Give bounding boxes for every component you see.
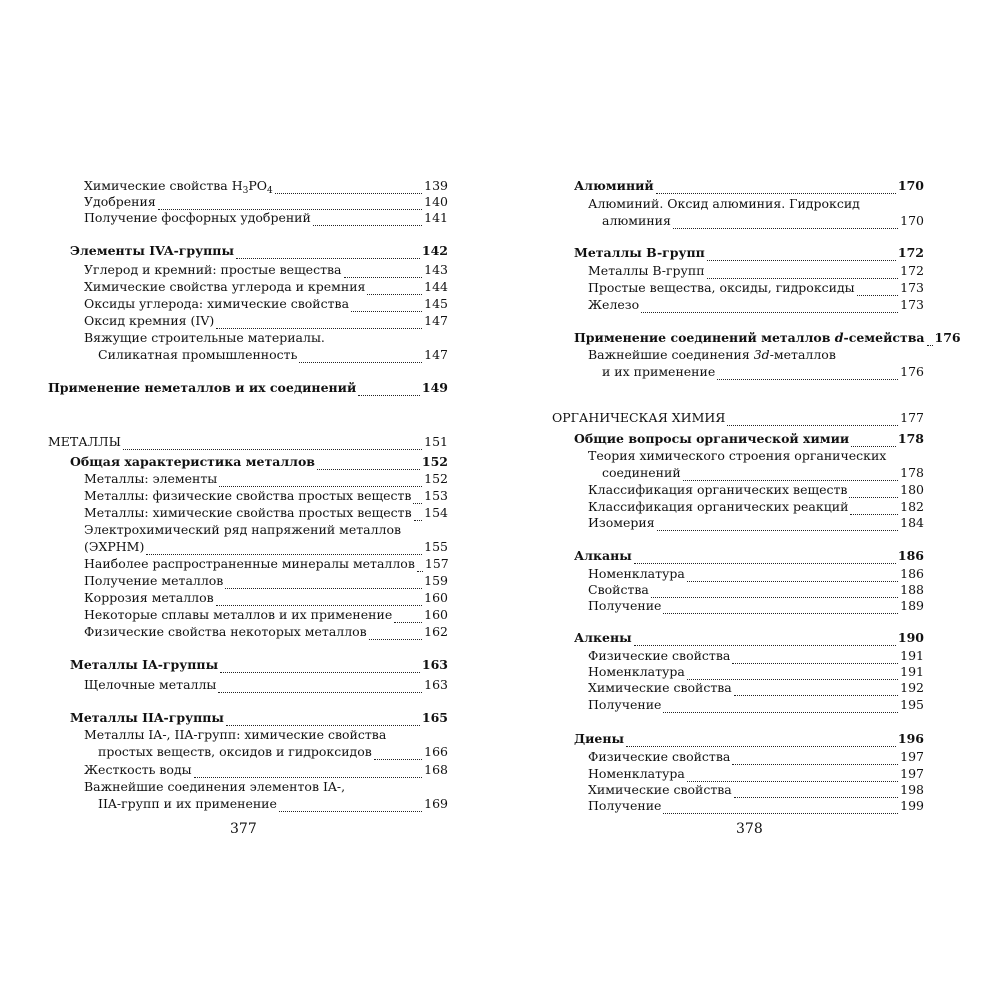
toc-page-number: 144 xyxy=(424,279,448,294)
toc-page-number: 162 xyxy=(424,624,448,639)
toc-entry-al[interactable] xyxy=(552,213,924,229)
dot-leader xyxy=(683,468,898,481)
dot-leader xyxy=(358,383,420,396)
dot-leader xyxy=(317,457,420,470)
dot-leader xyxy=(219,474,422,487)
toc-entry-title: Общие вопросы органической химии xyxy=(574,431,850,446)
toc-page-number: 165 xyxy=(421,710,448,725)
toc-page-number: 190 xyxy=(897,630,924,645)
toc-entry-title: Классификация органических веществ xyxy=(588,482,848,497)
dot-leader xyxy=(158,197,422,210)
toc-page-number: 168 xyxy=(424,762,448,777)
toc-entry-title: Изомерия xyxy=(588,515,655,530)
toc-chapter-organic[interactable] xyxy=(552,410,924,426)
toc-page-number: 184 xyxy=(900,515,924,530)
toc-entry-ia-iia-chem-line1: Металлы IA-, IIA-групп: химические свойства xyxy=(84,727,387,742)
dot-leader xyxy=(849,485,898,498)
toc-entry-silicon-oxide[interactable] xyxy=(48,313,448,329)
toc-page-number: 141 xyxy=(424,210,448,225)
toc-entry-dienes-phys[interactable] xyxy=(552,749,924,765)
dot-leader xyxy=(226,713,420,726)
toc-entry-title: Металлы: физические свойства простых веществ xyxy=(84,488,412,503)
toc-entry-title: Некоторые сплавы металлов и их применение xyxy=(84,607,393,622)
toc-entry-ia-compounds[interactable] xyxy=(48,796,448,812)
toc-page-number: 176 xyxy=(934,330,961,345)
toc-page-number: 159 xyxy=(424,573,448,588)
toc-entry-title: Номенклатура xyxy=(588,566,685,581)
toc-entry-title: Алкены xyxy=(574,630,632,645)
toc-entry-metals-production[interactable] xyxy=(48,573,448,589)
toc-entry-title: Химические свойства xyxy=(588,782,732,797)
toc-entry-binders-line1: Вяжущие строительные материалы. xyxy=(84,330,325,345)
toc-entry-title: Элементы IVA-группы xyxy=(70,243,234,258)
dot-leader xyxy=(851,434,896,447)
toc-entry-title: Металлы IA-группы xyxy=(70,657,219,672)
toc-section-organic-general[interactable] xyxy=(552,431,924,447)
toc-entry-title: Применение соединений металлов d-семейства xyxy=(574,330,925,345)
dot-leader xyxy=(218,680,422,693)
dot-leader xyxy=(369,627,422,640)
toc-page-number: 139 xyxy=(424,178,448,193)
dot-leader xyxy=(651,585,898,598)
dot-leader xyxy=(732,651,898,664)
toc-entry-class-reactions[interactable] xyxy=(552,499,924,515)
toc-page-number: 178 xyxy=(900,465,924,480)
toc-entry-title: Удобрения xyxy=(84,194,156,209)
toc-entry-alkanes-nomen[interactable] xyxy=(552,566,924,582)
toc-page-number: 163 xyxy=(424,677,448,692)
dot-leader xyxy=(634,551,896,564)
toc-entry-title: Углерод и кремний: простые вещества xyxy=(84,262,342,277)
toc-page-number: 170 xyxy=(897,178,924,193)
toc-page-number: 154 xyxy=(424,505,448,520)
toc-page-number: 143 xyxy=(424,262,448,277)
dot-leader xyxy=(216,593,422,606)
toc-entry-dienes-prod[interactable] xyxy=(552,798,924,814)
toc-entry-d3-line1: Важнейшие соединения 3d-металлов xyxy=(588,347,836,362)
toc-entry-title: Получение xyxy=(588,697,662,712)
toc-page-number: 142 xyxy=(421,243,448,258)
toc-page-number: 147 xyxy=(424,347,448,362)
dot-leader xyxy=(707,248,896,261)
toc-entry-title: Физические свойства xyxy=(588,749,731,764)
toc-entry-alkenes-prod[interactable] xyxy=(552,697,924,713)
toc-page-number: 197 xyxy=(900,766,924,781)
toc-page-number: 145 xyxy=(424,296,448,311)
toc-entry-dienes-nomen[interactable] xyxy=(552,766,924,782)
toc-entry-title: простых веществ, оксидов и гидроксидов xyxy=(98,744,372,759)
toc-entry-title: Щелочные металлы xyxy=(84,677,217,692)
toc-entry-b-metals-sub[interactable] xyxy=(552,263,924,279)
toc-page-number: 199 xyxy=(900,798,924,813)
toc-entry-title: Химические свойства $H_3PO_4$ xyxy=(84,178,273,196)
dot-leader xyxy=(717,367,898,380)
toc-page-number: 160 xyxy=(424,590,448,605)
toc-page-number: 157 xyxy=(424,556,449,571)
toc-page-number: 170 xyxy=(900,213,924,228)
page-number-right: 378 xyxy=(736,821,763,837)
toc-page-number: 191 xyxy=(900,648,924,663)
toc-entry-title: и их применение xyxy=(602,364,716,379)
dot-leader xyxy=(687,667,898,680)
toc-entry-theory-line1: Теория химического строения органических xyxy=(588,448,887,463)
dot-leader xyxy=(351,299,422,312)
toc-page-number: 192 xyxy=(900,680,924,695)
toc-entry-title: Получение xyxy=(588,598,662,613)
toc-page-number: 195 xyxy=(900,697,924,712)
toc-section-dienes[interactable] xyxy=(552,731,924,747)
dot-leader xyxy=(413,491,422,504)
toc-entry-metals-chemical[interactable] xyxy=(48,505,448,521)
toc-entry-ia-compounds-line1: Важнейшие соединения элементов IA-, xyxy=(84,779,346,794)
dot-leader xyxy=(687,569,898,582)
toc-page-number: 169 xyxy=(424,796,448,811)
toc-entry-title: Номенклатура xyxy=(588,664,685,679)
toc-section-group-iia[interactable] xyxy=(48,710,448,726)
dot-leader xyxy=(146,542,422,555)
toc-page-number: 173 xyxy=(900,297,924,312)
toc-entry-dienes-chem[interactable] xyxy=(552,782,924,798)
dot-leader xyxy=(656,181,896,194)
toc-entry-simple-substances[interactable] xyxy=(552,280,924,296)
toc-entry-title: Получение xyxy=(588,798,662,813)
dot-leader xyxy=(663,801,898,814)
toc-page-number: 191 xyxy=(900,664,924,679)
toc-entry-title: Оксид кремния (IV) xyxy=(84,313,215,328)
toc-entry-theory[interactable] xyxy=(552,465,924,481)
toc-page-number: 155 xyxy=(424,539,448,554)
dot-leader xyxy=(727,413,898,426)
toc-section-alkenes[interactable] xyxy=(552,630,924,646)
toc-entry-title: Металлы IIA-группы xyxy=(70,710,224,725)
toc-section-group-ia[interactable] xyxy=(48,657,448,673)
toc-entry-title: Общая характеристика металлов xyxy=(70,454,315,469)
page-number-left: 377 xyxy=(230,821,257,837)
toc-page-number: 176 xyxy=(900,364,924,379)
toc-entry-carbon-silicon[interactable] xyxy=(48,262,448,278)
toc-entry-title: Наиболее распространенные минералы металлов xyxy=(84,556,415,571)
toc-entry-title: Применение неметаллов и их соединений xyxy=(48,380,357,395)
toc-page-number: 140 xyxy=(424,194,448,209)
toc-section-nonmetals-application[interactable] xyxy=(48,380,448,396)
toc-entry-isomerism[interactable] xyxy=(552,515,924,531)
toc-entry-metals-elements[interactable] xyxy=(48,471,448,487)
toc-entry-al-line1: Алюминий. Оксид алюминия. Гидроксид xyxy=(588,196,860,211)
toc-entry-alkanes-props[interactable] xyxy=(552,582,924,598)
dot-leader xyxy=(220,660,420,673)
toc-page-number: 186 xyxy=(897,548,924,563)
toc-entry-carbon-silicon-chem[interactable] xyxy=(48,279,448,295)
toc-chapter-metals[interactable] xyxy=(48,434,448,450)
toc-entry-title: Силикатная промышленность xyxy=(98,347,298,362)
dot-leader xyxy=(663,700,898,713)
toc-section-d-apps[interactable] xyxy=(552,330,961,346)
toc-entry-class-substances[interactable] xyxy=(552,482,924,498)
toc-entry-title: Химические свойства углерода и кремния xyxy=(84,279,366,294)
toc-page-number: 182 xyxy=(900,499,924,514)
toc-entry-title: Получение фосфорных удобрений xyxy=(84,210,311,225)
toc-page-number: 149 xyxy=(421,380,448,395)
dot-leader xyxy=(626,734,896,747)
toc-page-number: 177 xyxy=(900,410,924,425)
toc-entry-title: Металлы B-групп xyxy=(588,263,705,278)
toc-entry-title: Физические свойства xyxy=(588,648,731,663)
toc-entry-metals-physical[interactable] xyxy=(48,488,448,504)
toc-page-number: 172 xyxy=(900,263,924,278)
toc-page-number: 152 xyxy=(421,454,448,469)
toc-entry-alkali[interactable] xyxy=(48,677,448,693)
toc-entry-title: (ЭХРНМ) xyxy=(84,539,145,554)
toc-entry-title: Химические свойства xyxy=(588,680,732,695)
toc-section-aluminium[interactable] xyxy=(552,178,924,194)
toc-page-number: 197 xyxy=(900,749,924,764)
dot-leader xyxy=(367,282,422,295)
toc-page-number: 186 xyxy=(900,566,924,581)
toc-entry-title: Физические свойства некоторых металлов xyxy=(84,624,367,639)
toc-entry-title: Алканы xyxy=(574,548,632,563)
toc-entry-title: алюминия xyxy=(602,213,671,228)
toc-entry-title: соединений xyxy=(602,465,681,480)
dot-leader xyxy=(313,213,422,226)
dot-leader xyxy=(236,246,420,259)
toc-entry-alkenes-chem[interactable] xyxy=(552,680,924,696)
toc-entry-fertilizers[interactable] xyxy=(48,194,448,210)
toc-entry-carbon-oxides[interactable] xyxy=(48,296,448,312)
toc-page-number: 153 xyxy=(424,488,448,503)
toc-entry-title: Простые вещества, оксиды, гидроксиды xyxy=(588,280,855,295)
dot-leader xyxy=(857,283,899,296)
dot-leader xyxy=(225,576,422,589)
toc-page-number: 196 xyxy=(897,731,924,746)
toc-entry-minerals[interactable] xyxy=(48,556,448,572)
toc-page-number: 178 xyxy=(897,431,924,446)
toc-page-number: 188 xyxy=(900,582,924,597)
dot-leader xyxy=(279,799,422,812)
dot-leader xyxy=(687,769,898,782)
toc-page-number: 163 xyxy=(421,657,448,672)
toc-entry-title: Коррозия металлов xyxy=(84,590,214,605)
toc-entry-title: Металлы: элементы xyxy=(84,471,218,486)
dot-leader xyxy=(657,518,899,531)
toc-entry-iron[interactable] xyxy=(552,297,924,313)
toc-entry-title: Металлы: химические свойства простых веществ xyxy=(84,505,412,520)
toc-entry-title: Диены xyxy=(574,731,625,746)
dot-leader xyxy=(123,437,422,450)
toc-page-number: 173 xyxy=(900,280,924,295)
dot-leader xyxy=(734,683,898,696)
toc-entry-water-hardness[interactable] xyxy=(48,762,448,778)
dot-leader xyxy=(394,610,422,623)
dot-leader xyxy=(417,559,423,572)
toc-page-number: 147 xyxy=(424,313,448,328)
toc-entry-title: ОРГАНИЧЕСКАЯ ХИМИЯ xyxy=(552,410,726,425)
dot-leader xyxy=(344,265,423,278)
toc-entry-alkenes-nomen[interactable] xyxy=(552,664,924,680)
dot-leader xyxy=(216,316,422,329)
toc-entry-alloys[interactable] xyxy=(48,607,448,623)
dot-leader xyxy=(663,601,898,614)
toc-entry-corrosion[interactable] xyxy=(48,590,448,606)
toc-entry-ia-iia-chem[interactable] xyxy=(48,744,448,760)
toc-section-alkanes[interactable] xyxy=(552,548,924,564)
toc-entry-title: Металлы B-групп xyxy=(574,245,705,260)
toc-entry-binders[interactable] xyxy=(48,347,448,363)
toc-section-group-iva[interactable] xyxy=(48,243,448,259)
toc-entry-title: Алюминий xyxy=(574,178,654,193)
dot-leader xyxy=(850,502,898,515)
dot-leader xyxy=(927,333,933,346)
toc-entry-title: Получение металлов xyxy=(84,573,224,588)
toc-entry-title: Классификация органических реакций xyxy=(588,499,849,514)
toc-page-number: 172 xyxy=(897,245,924,260)
toc-entry-title: МЕТАЛЛЫ xyxy=(48,434,121,449)
dot-leader xyxy=(634,633,896,646)
toc-entry-title: Оксиды углерода: химические свойства xyxy=(84,296,350,311)
toc-page-number: 151 xyxy=(424,434,448,449)
toc-entry-physical-some[interactable] xyxy=(48,624,448,640)
toc-page-number: 198 xyxy=(900,782,924,797)
toc-entry-title: Номенклатура xyxy=(588,766,685,781)
toc-entry-ehrnm-line1: Электрохимический ряд напряжений металлов xyxy=(84,522,402,537)
toc-entry-ehrnm[interactable] xyxy=(48,539,448,555)
toc-page-number: 180 xyxy=(900,482,924,497)
dot-leader xyxy=(673,216,898,229)
toc-entry-phosphate-production[interactable] xyxy=(48,210,448,226)
dot-leader xyxy=(299,350,422,363)
toc-entry-title: Железо xyxy=(588,297,640,312)
toc-page-number: 189 xyxy=(900,598,924,613)
toc-entry-alkenes-phys[interactable] xyxy=(552,648,924,664)
dot-leader xyxy=(707,266,899,279)
dot-leader xyxy=(641,300,898,313)
toc-entry-title: Свойства xyxy=(588,582,649,597)
toc-entry-h3po4[interactable] xyxy=(48,178,448,194)
dot-leader xyxy=(734,785,898,798)
toc-section-metals-general[interactable] xyxy=(48,454,448,470)
dot-leader xyxy=(194,765,423,778)
toc-section-b-metals[interactable] xyxy=(552,245,924,261)
toc-entry-alkanes-prod[interactable] xyxy=(552,598,924,614)
toc-page-number: 152 xyxy=(424,471,448,486)
toc-entry-d3[interactable] xyxy=(552,364,924,380)
dot-leader xyxy=(275,181,422,194)
toc-entry-title: Жесткость воды xyxy=(84,762,192,777)
toc-page-number: 160 xyxy=(424,607,448,622)
dot-leader xyxy=(414,508,423,521)
toc-entry-title: IIA-групп и их применение xyxy=(98,796,277,811)
dot-leader xyxy=(374,747,422,760)
dot-leader xyxy=(732,752,898,765)
toc-page-number: 166 xyxy=(424,744,448,759)
